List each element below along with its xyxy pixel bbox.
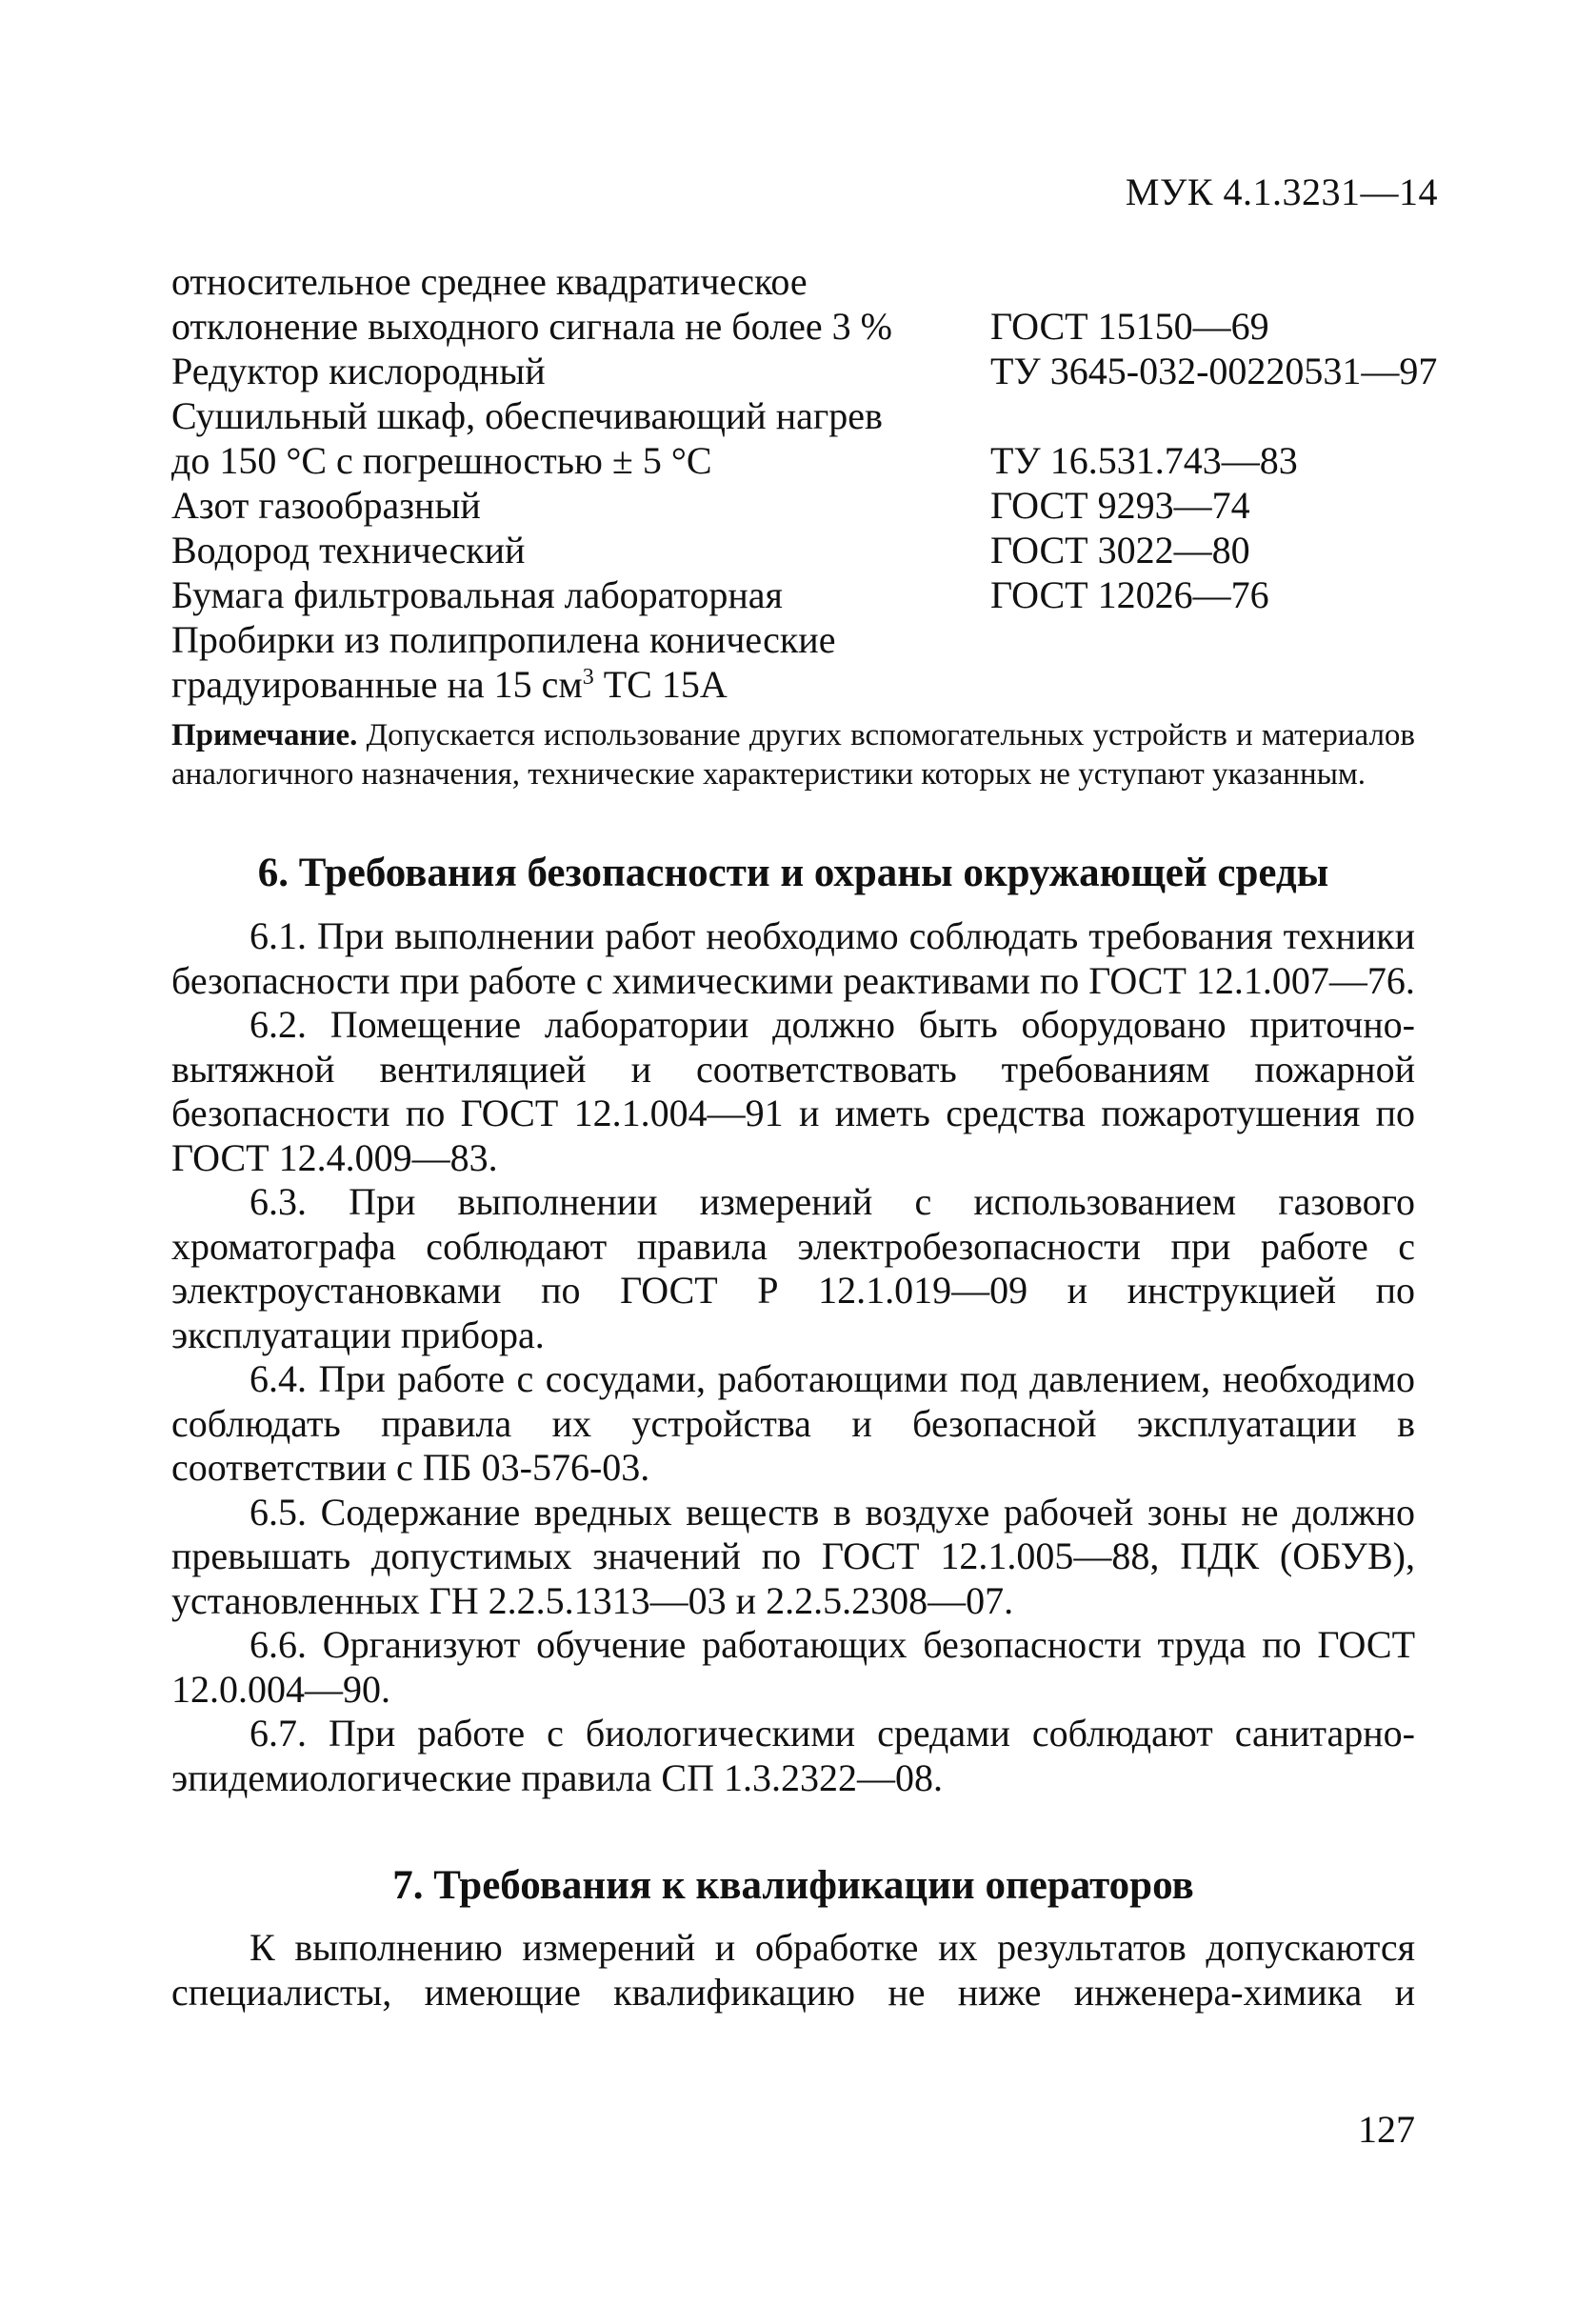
equipment-name: Азот газообразный	[171, 484, 481, 527]
paragraph-6-4: 6.4. При работе с сосудами, работающими под давлением, необходимо соблюдать правила их устройства и безопасной эксплуатации в соответствии с ПБ 03-576-03.	[171, 1357, 1415, 1489]
equipment-standard	[990, 662, 1466, 707]
paragraph-6-5: 6.5. Содержание вредных веществ в воздухе рабочей зоны не должно превышать допустимых значений по ГОСТ 12.1.005—88, ПДК (ОБУВ), установленных ГН 2.2.5.1313—03 и 2.2.5.2308—07.	[171, 1490, 1415, 1622]
document-code-header: МУК 4.1.3231—14	[1125, 170, 1438, 213]
equipment-row	[171, 304, 1466, 349]
paragraph-6-7: 6.7. При работе с биологическими средами соблюдают санитарно-эпидемиологические правила СП 1.3.2322—08.	[171, 1712, 1415, 1799]
equipment-name-tubes	[171, 662, 990, 707]
equipment-name: до 150 °С с погрешностью ± 5 °С	[171, 439, 712, 482]
equipment-row	[171, 617, 1466, 662]
equipment-standard: ГОСТ 12026—76	[990, 573, 1269, 616]
equipment-standard: ГОСТ 15150—69	[990, 305, 1269, 348]
equipment-name: относительное среднее квадратическое	[171, 260, 808, 303]
paragraph-6-6: 6.6. Организуют обучение работающих безопасности труда по ГОСТ 12.0.004—90.	[171, 1623, 1415, 1711]
equipment-row	[171, 393, 1466, 438]
equipment-row	[171, 349, 1466, 393]
note-text: Допускается использование других вспомогательных устройств и материалов аналогичного назначения, технические характеристики которых не уступают указанным.	[171, 718, 1415, 792]
equipment-standard: ТУ 16.531.743—83	[990, 439, 1298, 482]
equipment-standard: ГОСТ 9293—74	[990, 484, 1250, 527]
section-7-body	[171, 1926, 1415, 2015]
equipment-name: Редуктор кислородный	[171, 350, 546, 392]
paragraph-6-1: 6.1. При выполнении работ необходимо соблюдать требования техники безопасности при работе с химическими реактивами по ГОСТ 12.1.007—76.	[171, 914, 1415, 1002]
page-number: 127	[1358, 2108, 1415, 2151]
equipment-name: Пробирки из полипропилена конические	[171, 618, 836, 661]
tubes-prefix: градуированные на 15 см	[171, 663, 583, 706]
equipment-standard	[990, 617, 1466, 662]
tubes-suffix: ТС 15А	[593, 663, 728, 706]
section-7-title: 7. Требования к квалификации операторов	[392, 1863, 1194, 1908]
equipment-row	[171, 572, 1466, 617]
section-6-title: 6. Требования безопасности и охраны окружающей среды	[257, 851, 1329, 895]
equipment-row	[171, 438, 1466, 483]
equipment-standard: ТУ 3645-032-00220531—97	[990, 350, 1438, 392]
equipment-name: отклонение выходного сигнала не более 3 %	[171, 305, 892, 348]
equipment-name: Водород технический	[171, 529, 526, 571]
equipment-row	[171, 259, 1466, 304]
note-label: Примечание.	[171, 718, 358, 752]
equipment-standard: ГОСТ 3022—80	[990, 529, 1250, 571]
equipment-name: Сушильный шкаф, обеспечивающий нагрев	[171, 394, 883, 437]
equipment-row	[171, 528, 1466, 572]
cubic-superscript: 3	[582, 665, 594, 690]
paragraph-6-2: 6.2. Помещение лаборатории должно быть оборудовано приточно-вытяжной вентиляцией и соответствовать требованиям пожарной безопасности по ГОСТ 12.1.004—91 и иметь средства пожаротушения по ГОСТ 12.4.009—83.	[171, 1003, 1415, 1179]
equipment-name: Бумага фильтровальная лабораторная	[171, 573, 783, 616]
equipment-row	[171, 662, 1466, 707]
note-paragraph	[171, 716, 1415, 794]
equipment-row	[171, 483, 1466, 528]
paragraph-7-1: К выполнению измерений и обработке их результатов допускаются специалисты, имеющие квалификацию не ниже инженера-химика и	[171, 1926, 1415, 2014]
equipment-list	[171, 259, 1466, 707]
equipment-standard	[990, 259, 1466, 304]
section-6-body	[171, 914, 1415, 1800]
paragraph-6-3: 6.3. При выполнении измерений с использованием газового хроматографа соблюдают правила электробезопасности при работе с электроустановками по ГОСТ Р 12.1.019—09 и инструкцией по эксплуатации прибора.	[171, 1180, 1415, 1356]
equipment-standard	[990, 393, 1466, 438]
